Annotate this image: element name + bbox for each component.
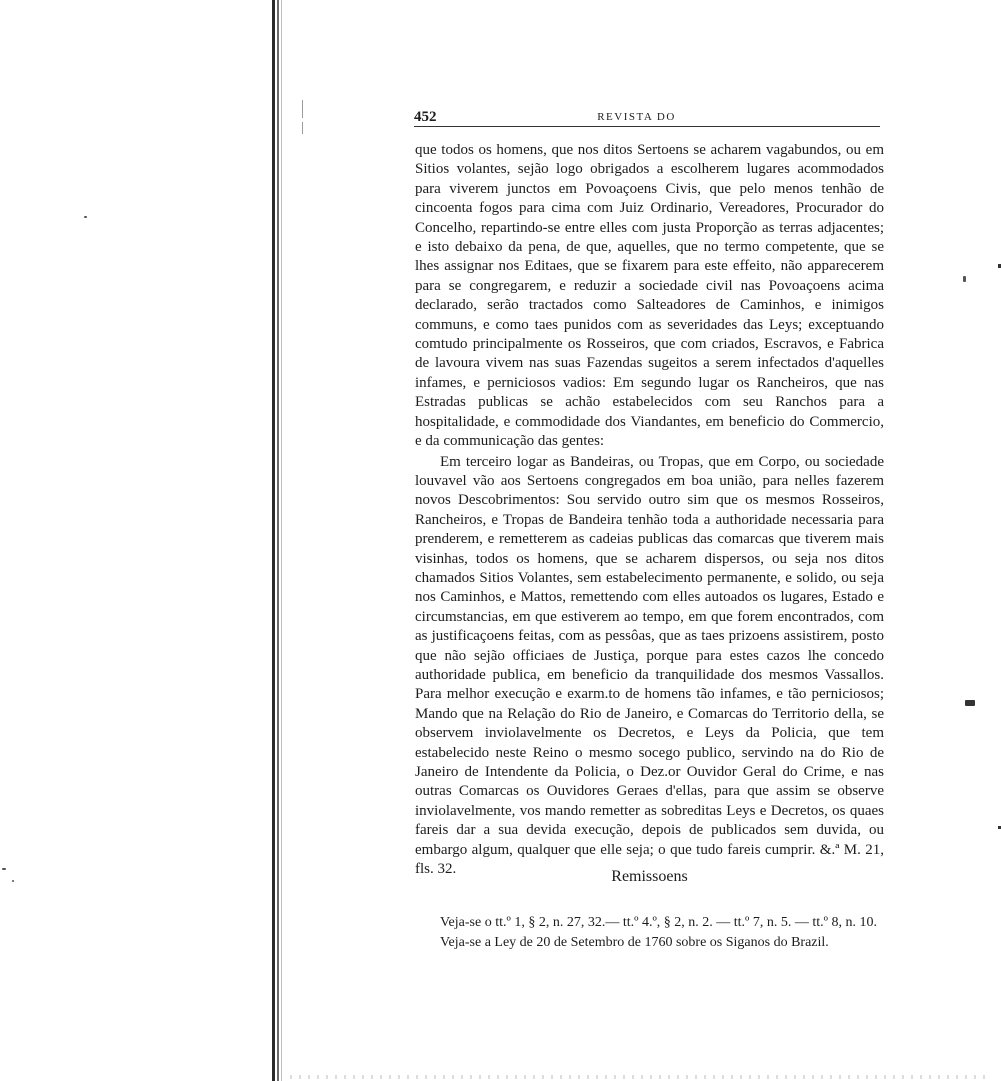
page-speck [2, 868, 6, 870]
margin-mark [302, 122, 303, 134]
header-rule [414, 126, 880, 127]
page-speck [965, 700, 975, 706]
page-number: 452 [414, 109, 437, 125]
left-blank-page [0, 0, 272, 1081]
page-speck [963, 276, 966, 282]
binding-gutter [272, 0, 275, 1081]
running-title: REVISTA DO [597, 111, 676, 123]
paragraph: que todos os homens, que nos ditos Sertoens se acharem vagabundos, ou em Sitios volantes, sejão logo obrigados a escolherem lugares acommodados para viverem junctos em Povoaçoens Civis, que pelo menos tenhão de cincoenta fogos para cima com Juiz Ordinario, Vereadores, Procurador do Concelho, repartindo-se entre elles com justa Proporção as terras adjacentes; e isto debaixo da pena, de que, aquelles, que no termo competente, que se lhes assignar nos Editaes, que se fixarem para este effeito, não apparecerem para se congregarem, e reduzir a sociedade civil nas Povoaçoens acima declarado, serão tractados como Salteadores de Caminhos, e inimigos communs, e como taes punidos com as severidades das Leys; exceptuando comtudo principalmente os Rosseiros, que com criados, Escravos, e Fabrica de lavoura vivem nas suas Fazendas sugeitos a serem infectados d'aquelles infames, e perniciosos vadios: Em segundo lugar os Rancheiros, que nas Estradas publicas se achão estabelecidos com seu Ranchos para a hospitalidade, e commodidade dos Viandantes, em beneficio do Commercio, e da communicação das gentes: [415, 142, 884, 450]
scan-artifact [290, 1075, 990, 1079]
remission-line: Veja-se o tt.º 1, § 2, n. 27, 32.— tt.º 4.º, § 2, n. 2. — tt.º 7, n. 5. — tt.º 8, n. 10. [440, 915, 878, 930]
paragraph: Em terceiro logar as Bandeiras, ou Tropas, que em Corpo, ou sociedade louvavel vão aos Sertoens congregados em boa união, para nelles fazerem novos Descobrimentos: Sou servido outro sim que os mesmos Rosseiros, Rancheiros, e Tropas de Bandeira tenhão toda a authoridade necessaria para prenderem, e remetterem as cadeias publicas das comarcas que tiverem mais visinhas, todos os homens, que se acharem dispersos, ou seja nos ditos chamados Sitios Volantes, sem estabelecimento permanente, e solido, ou seja nos Caminhos, e Mattos, remettendo com elles autoados os lugares, Estado e circumstancias, em que estiverem ao tempo, em que forem encontrados, com as justificaçoens feitas, com as pessôas, que as taes prizoens assistirem, posto que não sejão officiaes de Justiça, porque para estes cazos lhe concedo authoridade publica, em beneficio da tranquilidade dos mesmos Vassallos. Para melhor execução e exarm.to de homens tão infames, e tão perniciosos; Mando que na Relação do Rio de Janeiro, e Comarcas do Territorio della, se observem inviolavelmente os Decretos, e Leys da Policia, que tem estabelecido neste Reino o mesmo socego publico, servindo na do Rio de Janeiro de Intendente da Policia, o Dez.or Ouvidor Geral do Crime, e nas outras Comarcas os Ouvidores Geraes d'ellas, para que assim se observe inviolavelmente, vos mando remetter as sobreditas Leys e Decretos, os quaes fareis dar a sua devida execução, depois de publicados sem duvida, ou embargo algum, qualquer que elle seja; o que tudo fareis cumprir. &.ª M. 21, fls. 32. [415, 453, 884, 878]
document-page [282, 0, 1001, 1081]
section-title: Remissoens [611, 868, 688, 885]
body-text [415, 141, 884, 879]
remissions-block [415, 913, 884, 952]
margin-mark [302, 100, 303, 118]
remission-line: Veja-se a Ley de 20 de Setembro de 1760 sobre os Siganos do Brazil. [440, 934, 829, 950]
page-speck [84, 216, 87, 218]
page-speck [12, 880, 14, 882]
binding-gutter-shadow [277, 0, 279, 1081]
